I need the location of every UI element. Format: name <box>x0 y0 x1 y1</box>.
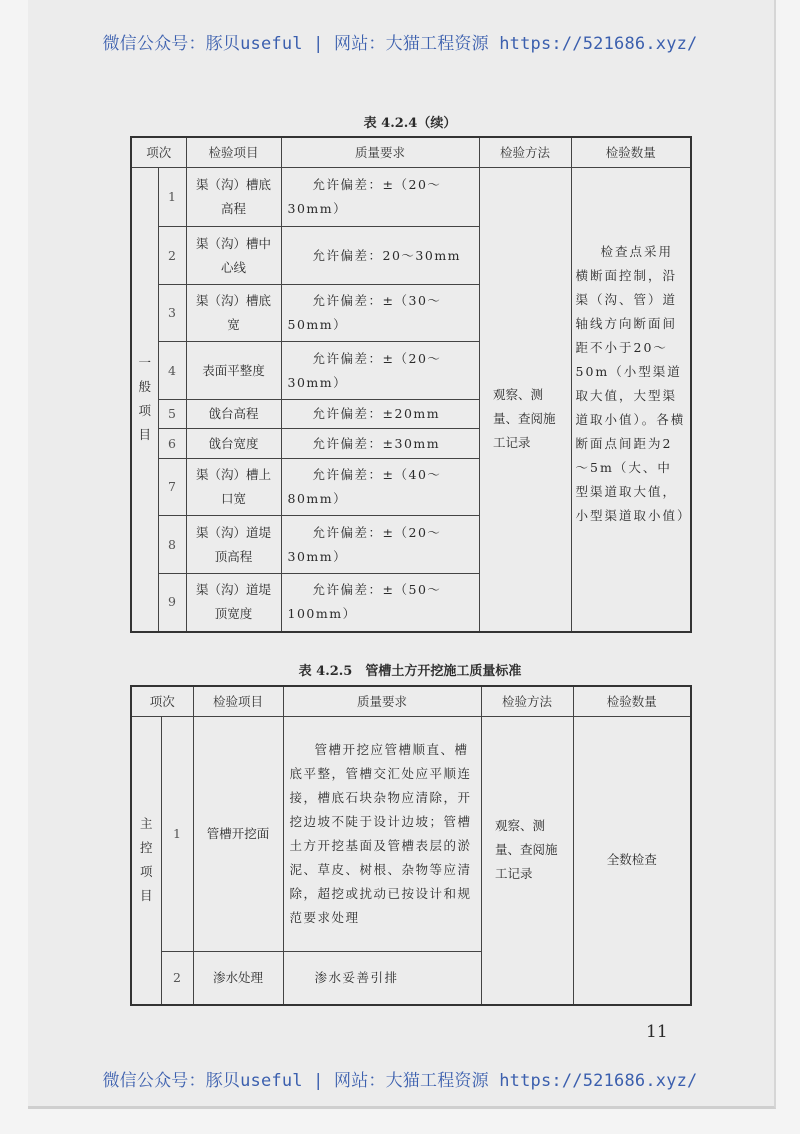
table-row <box>131 168 691 227</box>
inspection-quantity: 检查点采用横断面控制，沿渠（沟、管）道轴线方向断面间距不小于20～50m（小型渠道取大值，大型渠道取小值）。各横断面点间距为2～5m（大、中型渠道取大值，小型渠道取小值） <box>571 168 691 632</box>
header-cell: 检验项目 <box>193 686 283 717</box>
row-number: 4 <box>158 342 186 400</box>
quality-requirement: 允许偏差：±（20～30mm） <box>281 516 479 574</box>
watermark-top: 微信公众号：豚贝useful | 网站：大猫工程资源 https://521686.xyz/ <box>102 34 698 54</box>
table-caption-4-2-4: 表 4.2.4（续） <box>363 116 457 131</box>
inspection-item: 渠（沟）道堤顶高程 <box>186 516 281 574</box>
inspection-item: 渠（沟）道堤顶宽度 <box>186 574 281 632</box>
page-number: 11 <box>646 1022 668 1042</box>
row-number: 3 <box>158 285 186 342</box>
row-number: 1 <box>158 168 186 227</box>
header-cell: 项次 <box>131 137 186 168</box>
table-4-2-4 <box>130 136 692 633</box>
inspection-item: 渠（沟）槽中心线 <box>186 227 281 285</box>
inspection-item: 表面平整度 <box>186 342 281 400</box>
row-number: 2 <box>161 952 193 1005</box>
header-cell: 项次 <box>131 686 193 717</box>
row-number: 8 <box>158 516 186 574</box>
table-4-2-5 <box>130 685 692 1006</box>
inspection-method: 观察、测量、查阅施工记录 <box>481 717 573 1005</box>
row-number: 7 <box>158 459 186 516</box>
inspection-item: 戗台高程 <box>186 400 281 429</box>
table-header-row <box>131 137 691 168</box>
group-cell: 主控项目 <box>131 717 161 1005</box>
quality-requirement: 允许偏差：±30mm <box>281 429 479 459</box>
table-caption-4-2-5: 表 4.2.5 管槽土方开挖施工质量标准 <box>298 664 522 679</box>
inspection-item: 渠（沟）槽上口宽 <box>186 459 281 516</box>
header-cell: 检验方法 <box>479 137 571 168</box>
row-number: 9 <box>158 574 186 632</box>
header-cell: 质量要求 <box>281 137 479 168</box>
inspection-item: 管槽开挖面 <box>193 717 283 952</box>
row-number: 5 <box>158 400 186 429</box>
header-cell: 检验数量 <box>571 137 691 168</box>
inspection-item: 渠（沟）槽底宽 <box>186 285 281 342</box>
quality-requirement: 允许偏差：±（20～30mm） <box>281 342 479 400</box>
inspection-item: 渗水处理 <box>193 952 283 1005</box>
group-cell: 一般项目 <box>131 168 158 632</box>
inspection-method: 观察、测量、查阅施工记录 <box>479 168 571 632</box>
watermark-bottom: 微信公众号：豚贝useful | 网站：大猫工程资源 https://521686.xyz/ <box>102 1071 698 1091</box>
inspection-item: 渠（沟）槽底高程 <box>186 168 281 227</box>
inspection-quantity: 全数检查 <box>573 717 691 1005</box>
quality-requirement: 渗水妥善引排 <box>283 952 481 1005</box>
table-header-row <box>131 686 691 717</box>
row-number: 1 <box>161 717 193 952</box>
header-cell: 质量要求 <box>283 686 481 717</box>
quality-requirement: 允许偏差：±（30～50mm） <box>281 285 479 342</box>
table-row <box>131 717 691 952</box>
quality-requirement: 管槽开挖应管槽顺直、槽底平整，管槽交汇处应平顺连接，槽底石块杂物应清除，开挖边坡不陡于设计边坡；管槽土方开挖基面及管槽表层的淤泥、草皮、树根、杂物等应清除，超挖或扰动已按设计和规范要求处理 <box>283 717 481 952</box>
quality-requirement: 允许偏差：±（50～100mm） <box>281 574 479 632</box>
quality-requirement: 允许偏差：±（40～80mm） <box>281 459 479 516</box>
inspection-item: 戗台宽度 <box>186 429 281 459</box>
header-cell: 检验数量 <box>573 686 691 717</box>
row-number: 6 <box>158 429 186 459</box>
quality-requirement: 允许偏差：20～30mm <box>281 227 479 285</box>
row-number: 2 <box>158 227 186 285</box>
header-cell: 检验方法 <box>481 686 573 717</box>
header-cell: 检验项目 <box>186 137 281 168</box>
quality-requirement: 允许偏差：±20mm <box>281 400 479 429</box>
quality-requirement: 允许偏差：±（20～30mm） <box>281 168 479 227</box>
